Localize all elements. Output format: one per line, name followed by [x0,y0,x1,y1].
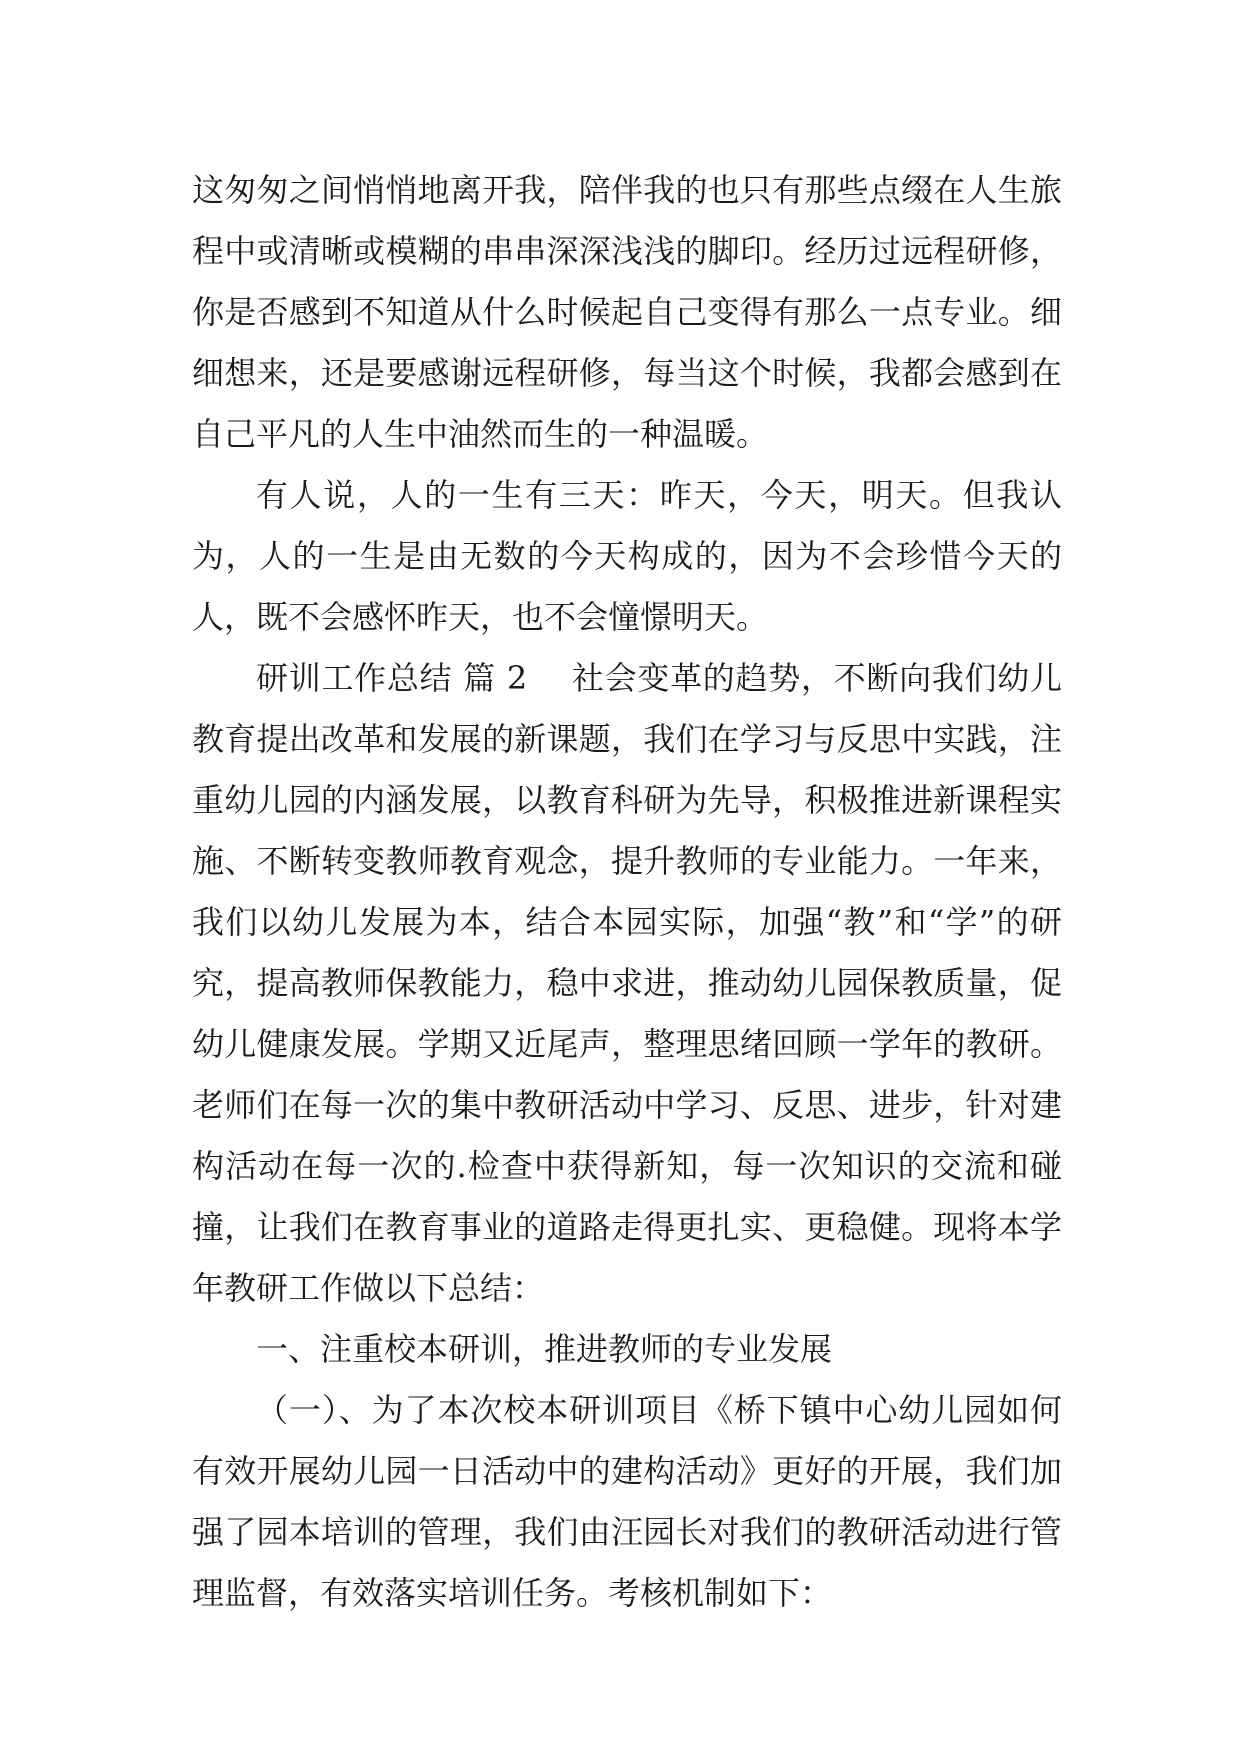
heading-school-based-training: 一、注重校本研训，推进教师的专业发展 [256,1330,833,1368]
paragraph-training-management: （一）、为了本次校本研训项目《桥下镇中心幼儿园如何有效开展幼儿园一日活动中的建构活动》更好的开展，我们加强了园本培训的管理，我们由汪园长对我们的教研活动进行管理监督，有效落实培训任务。考核机制如下： [192,1391,1062,1612]
paragraph-section-2 [192,648,1062,1319]
document-body [192,160,1062,1624]
section-body: 社会变革的趋势，不断向我们幼儿教育提出改革和发展的新课题，我们在学习与反思中实践，注重幼儿园的内涵发展，以教育科研为先导，积极推进新课程实施、不断转变教师教育观念，提升教师的专业能力。一年来，我们以幼儿发展为本，结合本园实际，加强“教”和“学”的研究，提高教师保教能力，稳中求进，推动幼儿园保教质量，促幼儿健康发展。学期又近尾声，整理思绪回顾一学年的教研。老师们在每一次的集中教研活动中学习、反思、进步，针对建构活动在每一次的.检查中获得新知，每一次知识的交流和碰撞，让我们在教育事业的道路走得更扎实、更稳健。现将本学年教研工作做以下总结： [192,659,1062,1307]
section-heading: 研训工作总结 篇 2 [256,659,528,697]
paragraph-three-days: 有人说，人的一生有三天：昨天，今天，明天。但我认为，人的一生是由无数的今天构成的，因为不会珍惜今天的人，既不会感怀昨天，也不会憧憬明天。 [192,476,1062,636]
paragraph-remote-training: 这匆匆之间悄悄地离开我，陪伴我的也只有那些点缀在人生旅程中或清晰或模糊的串串深深浅浅的脚印。经历过远程研修，你是否感到不知道从什么时候起自己变得有那么一点专业。细细想来，还是要感谢远程研修，每当这个时候，我都会感到在自己平凡的人生中油然而生的一种温暖。 [192,171,1062,453]
